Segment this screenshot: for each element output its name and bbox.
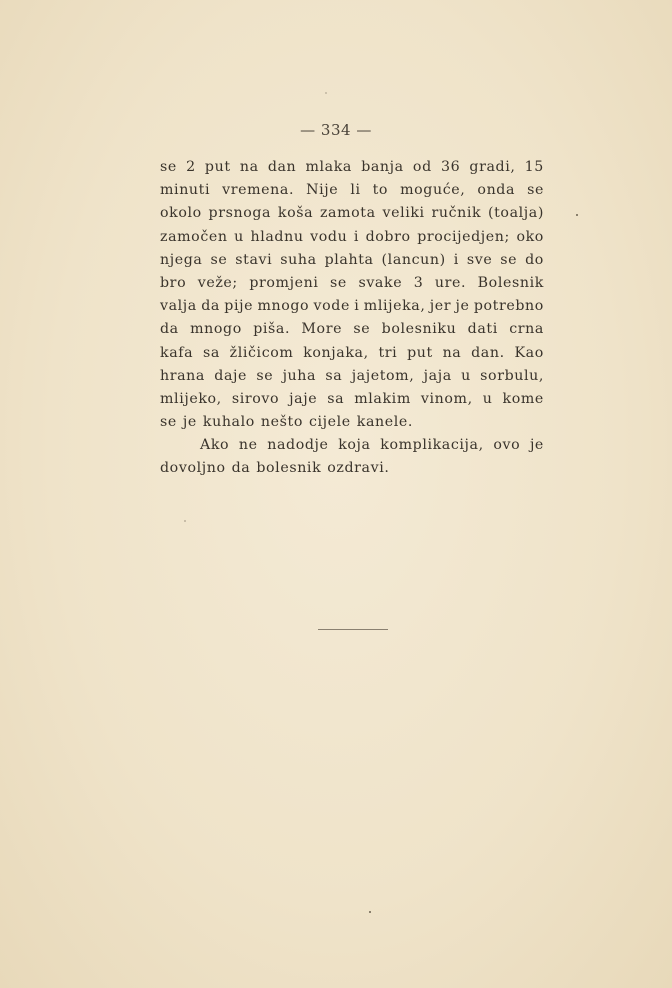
- text-line: valja da pije mnogo vode i mlijeka, jer je potrebno: [160, 298, 544, 315]
- text-line: se je kuhalo nešto cijele kanele.: [160, 414, 414, 431]
- text-line: dovoljno da bolesnik ozdravi.: [160, 460, 390, 477]
- text-line: mlijeko, sirovo jaje sa mlakim vinom, u kome: [160, 390, 544, 407]
- text-line: se 2 put na dan mlaka banja od 36 gradi, 15: [160, 159, 544, 175]
- text-line: hrana daje se juha sa jajetom, jaja u sorbulu,: [160, 367, 544, 384]
- end-rule: [318, 629, 388, 630]
- ink-speck: [184, 520, 186, 522]
- ink-speck: [325, 92, 327, 94]
- text-line: bro veže; promjeni se svake 3 ure. Bolesnik: [160, 274, 544, 291]
- text-line: zamočen u hladnu vodu i dobro procijedjen; oko: [160, 228, 544, 245]
- page-number: — 334 —: [300, 121, 372, 139]
- ink-speck: [369, 911, 371, 913]
- text-line: da mnogo piša. More se bolesniku dati crna: [160, 321, 544, 338]
- body-text: [160, 156, 544, 481]
- text-line: njega se stavi suha plahta (lancun) i sve se do: [160, 251, 544, 268]
- text-line: kafa sa žličicom konjaka, tri put na dan. Kao: [160, 344, 544, 361]
- text-line: okolo prsnoga koša zamota veliki ručnik (toalja): [160, 205, 544, 222]
- text-line: Ako ne nadodje koja komplikacija, ovo je: [200, 437, 544, 454]
- ink-speck: [576, 214, 578, 216]
- text-line: minuti vremena. Nije li to moguće, onda se: [160, 182, 544, 199]
